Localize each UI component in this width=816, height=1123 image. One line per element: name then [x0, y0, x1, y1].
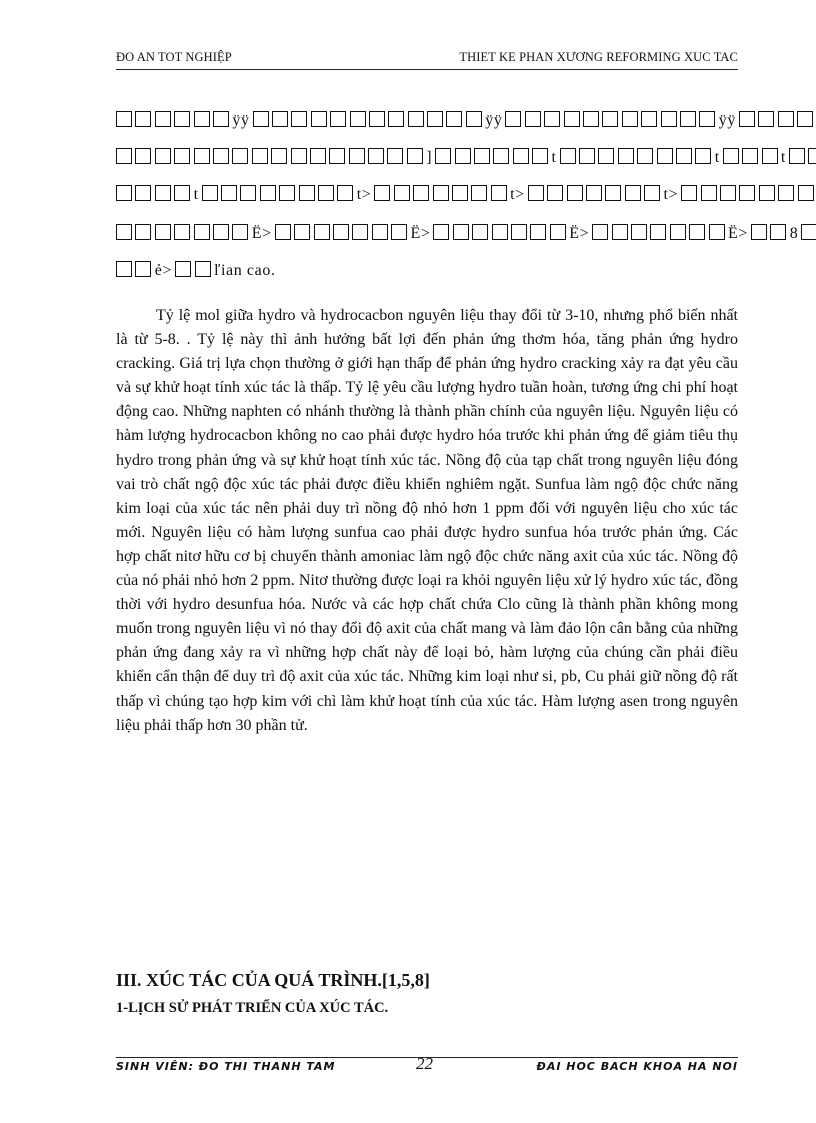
garbled-text-fragment: t> — [510, 186, 525, 203]
missing-glyph-box — [433, 224, 449, 240]
missing-glyph-box — [695, 148, 711, 164]
garbled-text-fragment: Ë> — [410, 225, 431, 242]
missing-glyph-box — [701, 185, 717, 201]
missing-glyph-box — [116, 148, 132, 164]
missing-glyph-box — [329, 148, 345, 164]
missing-glyph-box — [641, 111, 657, 127]
missing-glyph-box — [337, 185, 353, 201]
missing-glyph-box — [474, 148, 490, 164]
missing-glyph-box — [349, 148, 365, 164]
garbled-text-fragment: t — [193, 186, 199, 203]
missing-glyph-box — [135, 185, 151, 201]
garbled-text-fragment: ] — [426, 149, 433, 166]
missing-glyph-box — [528, 185, 544, 201]
missing-glyph-box — [318, 185, 334, 201]
missing-glyph-box — [492, 224, 508, 240]
missing-glyph-box — [446, 111, 462, 127]
footer-student-name: SINH VIÊN: ĐO THI THANH TAM — [116, 1060, 336, 1073]
missing-glyph-box — [622, 111, 638, 127]
missing-glyph-box — [631, 224, 647, 240]
missing-glyph-box — [311, 111, 327, 127]
missing-glyph-box — [758, 111, 774, 127]
missing-glyph-box — [271, 148, 287, 164]
garbled-text-fragment: 8 — [789, 225, 799, 242]
missing-glyph-box — [330, 111, 346, 127]
missing-glyph-box — [637, 148, 653, 164]
missing-glyph-box — [602, 111, 618, 127]
missing-glyph-box — [586, 185, 602, 201]
garbled-line — [116, 148, 786, 167]
missing-glyph-box — [174, 185, 190, 201]
missing-glyph-box — [505, 111, 521, 127]
missing-glyph-box — [232, 148, 248, 164]
missing-glyph-box — [213, 224, 229, 240]
missing-glyph-box — [661, 111, 677, 127]
missing-glyph-box — [435, 148, 451, 164]
missing-glyph-box — [530, 224, 546, 240]
missing-glyph-box — [116, 261, 132, 277]
missing-glyph-box — [598, 148, 614, 164]
missing-glyph-box — [155, 148, 171, 164]
missing-glyph-box — [471, 185, 487, 201]
header-rule — [116, 69, 738, 70]
missing-glyph-box — [778, 111, 794, 127]
missing-glyph-box — [550, 224, 566, 240]
missing-glyph-box — [194, 111, 210, 127]
garbled-text-fragment: ẻ> — [154, 262, 173, 279]
header-left-title: ĐO AN TOT NGHIỆP — [116, 50, 232, 64]
garbled-text-fragment: t — [551, 149, 557, 166]
missing-glyph-box — [567, 185, 583, 201]
missing-glyph-box — [374, 185, 390, 201]
missing-glyph-box — [174, 111, 190, 127]
missing-glyph-box — [789, 148, 805, 164]
missing-glyph-box — [547, 185, 563, 201]
missing-glyph-box — [135, 148, 151, 164]
missing-glyph-box — [174, 148, 190, 164]
missing-glyph-box — [202, 185, 218, 201]
subsection-title: 1-LỊCH SỬ PHÁT TRIỂN CỦA XÚC TÁC. — [116, 1000, 389, 1016]
missing-glyph-box — [279, 185, 295, 201]
missing-glyph-box — [681, 185, 697, 201]
missing-glyph-box — [798, 185, 814, 201]
missing-glyph-box — [739, 185, 755, 201]
missing-glyph-box — [213, 111, 229, 127]
missing-glyph-box — [650, 224, 666, 240]
missing-glyph-box — [592, 224, 608, 240]
missing-glyph-box — [253, 111, 269, 127]
missing-glyph-box — [709, 224, 725, 240]
missing-glyph-box — [466, 111, 482, 127]
missing-glyph-box — [797, 111, 813, 127]
header-right-title: THIET KE PHAN XƯƠNG REFORMING XUC TAC — [459, 50, 738, 64]
missing-glyph-box — [135, 224, 151, 240]
missing-glyph-box — [770, 224, 786, 240]
missing-glyph-box — [333, 224, 349, 240]
missing-glyph-box — [221, 185, 237, 201]
garbled-text-fragment: Ë> — [569, 225, 590, 242]
missing-glyph-box — [294, 224, 310, 240]
garbled-text-fragment: t — [780, 149, 786, 166]
missing-glyph-box — [513, 148, 529, 164]
missing-glyph-box — [413, 185, 429, 201]
missing-glyph-box — [314, 224, 330, 240]
missing-glyph-box — [116, 224, 132, 240]
missing-glyph-box — [801, 224, 816, 240]
missing-glyph-box — [670, 224, 686, 240]
missing-glyph-box — [394, 185, 410, 201]
page-number: 22 — [416, 1054, 433, 1073]
missing-glyph-box — [612, 224, 628, 240]
garbled-text-fragment: ľian cao. — [213, 262, 276, 279]
missing-glyph-box — [116, 185, 132, 201]
missing-glyph-box — [213, 148, 229, 164]
missing-glyph-box — [174, 224, 190, 240]
missing-glyph-box — [387, 148, 403, 164]
missing-glyph-box — [427, 111, 443, 127]
missing-glyph-box — [742, 148, 758, 164]
missing-glyph-box — [310, 148, 326, 164]
missing-glyph-box — [778, 185, 794, 201]
missing-glyph-box — [560, 148, 576, 164]
missing-glyph-box — [369, 111, 385, 127]
garbled-text-fragment: t> — [663, 186, 679, 203]
missing-glyph-box — [408, 111, 424, 127]
missing-glyph-box — [720, 185, 736, 201]
missing-glyph-box — [532, 148, 548, 164]
missing-glyph-box — [240, 185, 256, 201]
missing-glyph-box — [116, 111, 132, 127]
garbled-text-fragment: t> — [356, 186, 372, 203]
missing-glyph-box — [625, 185, 641, 201]
missing-glyph-box — [275, 224, 291, 240]
missing-glyph-box — [564, 111, 580, 127]
missing-glyph-box — [644, 185, 660, 201]
missing-glyph-box — [350, 111, 366, 127]
garbled-text-fragment: t — [714, 149, 720, 166]
missing-glyph-box — [352, 224, 368, 240]
missing-glyph-box — [579, 148, 595, 164]
garbled-line — [116, 185, 746, 204]
missing-glyph-box — [808, 148, 816, 164]
missing-glyph-box — [544, 111, 560, 127]
missing-glyph-box — [762, 148, 778, 164]
garbled-text-fragment: ÿÿ — [718, 112, 736, 129]
missing-glyph-box — [511, 224, 527, 240]
missing-glyph-box — [260, 185, 276, 201]
missing-glyph-box — [657, 148, 673, 164]
garbled-line — [116, 111, 746, 130]
missing-glyph-box — [391, 224, 407, 240]
garbled-text-fragment: Ë> — [727, 225, 748, 242]
missing-glyph-box — [155, 224, 171, 240]
missing-glyph-box — [433, 185, 449, 201]
missing-glyph-box — [299, 185, 315, 201]
missing-glyph-box — [291, 111, 307, 127]
garbled-line — [116, 261, 746, 280]
missing-glyph-box — [175, 261, 191, 277]
missing-glyph-box — [680, 111, 696, 127]
missing-glyph-box — [583, 111, 599, 127]
missing-glyph-box — [455, 148, 471, 164]
missing-glyph-box — [689, 224, 705, 240]
missing-glyph-box — [407, 148, 423, 164]
missing-glyph-box — [453, 224, 469, 240]
missing-glyph-box — [723, 148, 739, 164]
missing-glyph-box — [135, 261, 151, 277]
missing-glyph-box — [493, 148, 509, 164]
missing-glyph-box — [272, 111, 288, 127]
missing-glyph-box — [452, 185, 468, 201]
missing-glyph-box — [388, 111, 404, 127]
missing-glyph-box — [739, 111, 755, 127]
footer-university: ĐAI HOC BACH KHOA HA NOI — [536, 1060, 738, 1073]
missing-glyph-box — [291, 148, 307, 164]
missing-glyph-box — [372, 224, 388, 240]
missing-glyph-box — [194, 224, 210, 240]
missing-glyph-box — [252, 148, 268, 164]
garbled-text-fragment: ÿÿ — [485, 112, 503, 129]
missing-glyph-box — [472, 224, 488, 240]
section-title: III. XÚC TÁC CỦA QUÁ TRÌNH.[1,5,8] — [116, 970, 430, 990]
missing-glyph-box — [491, 185, 507, 201]
missing-glyph-box — [232, 224, 248, 240]
garbled-line — [116, 224, 799, 243]
garbled-text-fragment: Ë> — [251, 225, 272, 242]
missing-glyph-box — [195, 261, 211, 277]
body-paragraph: Tỷ lệ mol giữa hydro và hydrocacbon nguyên liệu thay đổi từ 3-10, nhưng phổ biến nhất là từ 5-8. . Tỷ lệ này thì ảnh hưởng bất lợi đến phản ứng thơm hóa, tăng phản ứng hydro cracking. Giá trị lựa chọn thường ở giới hạn thấp để phản ứng hydro cracking xảy ra đạt yêu cầu và sự khử hoạt tính xúc tác là thấp. Tỷ lệ yêu cầu lượng hydro tuần hoàn, tương ứng chi phí hoạt động cao. Những naphten có nhánh thường là thành phần chính của nguyên liệu. Nguyên liệu có hàm lượng hydrocacbon không no cao phải được hydro hóa trước khi phản ứng để giảm tiêu thụ hydro trong phản ứng và sự khử hoạt tính xúc tác. Nồng độ của tạp chất trong nguyên liệu đóng vai trò chất ngộ độc xúc tác phải được điều khiển nghiêm ngặt. Sunfua làm ngộ độc chức năng kim loại của xúc tác nên phải duy trì nồng độ nhỏ hơn 1 ppm đối với nguyên liệu cho xúc tác mới. Nguyên liệu có hàm lượng sunfua cao phải được hydro sunfua hóa trước phản ứng. Các hợp chất nitơ hữu cơ bị chuyển thành amoniac làm ngộ độc chức năng axit của xúc tác. Nồng độ của nó phải nhỏ hơn 2 ppm. Nitơ thường được loại ra khỏi nguyên liệu xử lý hydro xúc tác, đồng thời với hydro desunfua hóa. Nước và các hợp chất chứa Clo cũng là thành phần không mong muốn trong nguyên liệu vì nó thay đổi độ axit của chất mang và làm đảo lộn cân bằng của những phản ứng đang xảy ra vì những hợp chất này để loại bỏ, hàm lượng của chúng cần phải điều khiển cẩn thận để duy trì độ axit của xúc tác. Những kim loại như si, pb, Cu phải giữ nồng độ rất thấp vì chúng tạo hợp kim với chì làm khử hoạt tính của xúc tác. Hàm lượng asen trong nguyên liệu phải thấp hơn 30 phần tử. — [116, 307, 738, 734]
missing-glyph-box — [759, 185, 775, 201]
missing-glyph-box — [676, 148, 692, 164]
missing-glyph-box — [605, 185, 621, 201]
missing-glyph-box — [751, 224, 767, 240]
missing-glyph-box — [699, 111, 715, 127]
missing-glyph-box — [155, 185, 171, 201]
missing-glyph-box — [135, 111, 151, 127]
missing-glyph-box — [618, 148, 634, 164]
missing-glyph-box — [155, 111, 171, 127]
missing-glyph-box — [194, 148, 210, 164]
missing-glyph-box — [525, 111, 541, 127]
missing-glyph-box — [368, 148, 384, 164]
garbled-text-fragment: ÿÿ — [232, 112, 250, 129]
